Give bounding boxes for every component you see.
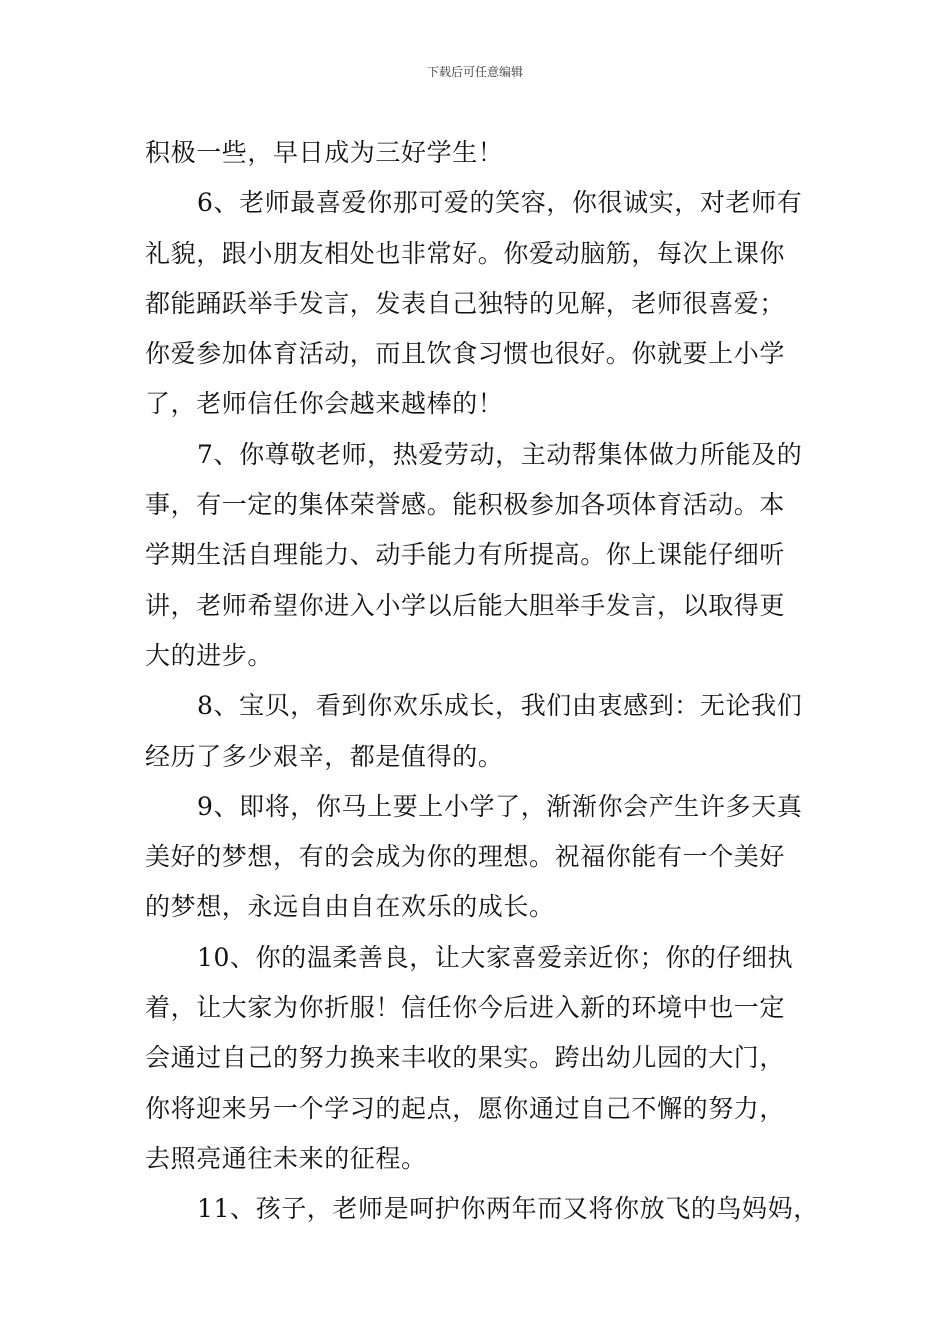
paragraph-item-7 xyxy=(145,430,835,681)
text-line: 会通过自己的努力换来丰收的果实。跨出幼儿园的大门， xyxy=(145,1043,786,1073)
text-line: 你将迎来另一个学习的起点，愿你通过自己不懈的努力， xyxy=(145,1093,786,1123)
text-line: 经历了多少艰辛，都是值得的。 xyxy=(145,741,504,771)
text-line: 10、你的温柔善良，让大家喜爱亲近你；你的仔细执 xyxy=(197,942,794,972)
text-line: 的梦想，永远自由自在欢乐的成长。 xyxy=(145,892,555,922)
text-line: 都能踊跃举手发言，发表自己独特的见解，老师很喜爱； xyxy=(145,288,786,318)
paragraph-continuation xyxy=(145,128,835,178)
text-line: 讲，老师希望你进入小学以后能大胆举手发言，以取得更 xyxy=(145,590,786,620)
paragraph-item-8 xyxy=(145,681,835,782)
text-line: 11、孩子，老师是呵护你两年而又将你放飞的鸟妈妈， xyxy=(197,1194,819,1224)
text-line: 8、宝贝，看到你欢乐成长，我们由衷感到：无论我们 xyxy=(197,691,803,721)
document-body xyxy=(145,128,835,1235)
text-line: 9、即将，你马上要上小学了，渐渐你会产生许多天真 xyxy=(197,791,803,821)
text-line: 大的进步。 xyxy=(145,640,274,670)
paragraph-item-10 xyxy=(145,933,835,1184)
text-line: 去照亮通往未来的征程。 xyxy=(145,1143,427,1173)
paragraph-item-6 xyxy=(145,178,835,429)
page-header: 下载后可任意编辑 xyxy=(426,65,523,79)
text-line: 积极一些，早日成为三好学生！ xyxy=(145,138,504,167)
text-line: 了，老师信任你会越来越棒的！ xyxy=(145,389,504,419)
text-line: 你爱参加体育活动，而且饮食习惯也很好。你就要上小学 xyxy=(145,339,786,369)
text-line: 礼貌，跟小朋友相处也非常好。你爱动脑筋，每次上课你 xyxy=(145,238,786,268)
text-line: 美好的梦想，有的会成为你的理想。祝福你能有一个美好 xyxy=(145,842,786,872)
text-line: 7、你尊敬老师，热爱劳动，主动帮集体做力所能及的 xyxy=(197,439,803,469)
text-line: 事，有一定的集体荣誉感。能积极参加各项体育活动。本 xyxy=(145,490,786,520)
paragraph-item-11 xyxy=(145,1184,835,1234)
text-line: 着，让大家为你折服！信任你今后进入新的环境中也一定 xyxy=(145,993,786,1023)
text-line: 6、老师最喜爱你那可爱的笑容，你很诚实，对老师有 xyxy=(197,188,803,218)
paragraph-item-9 xyxy=(145,782,835,933)
text-line: 学期生活自理能力、动手能力有所提高。你上课能仔细听 xyxy=(145,540,786,570)
